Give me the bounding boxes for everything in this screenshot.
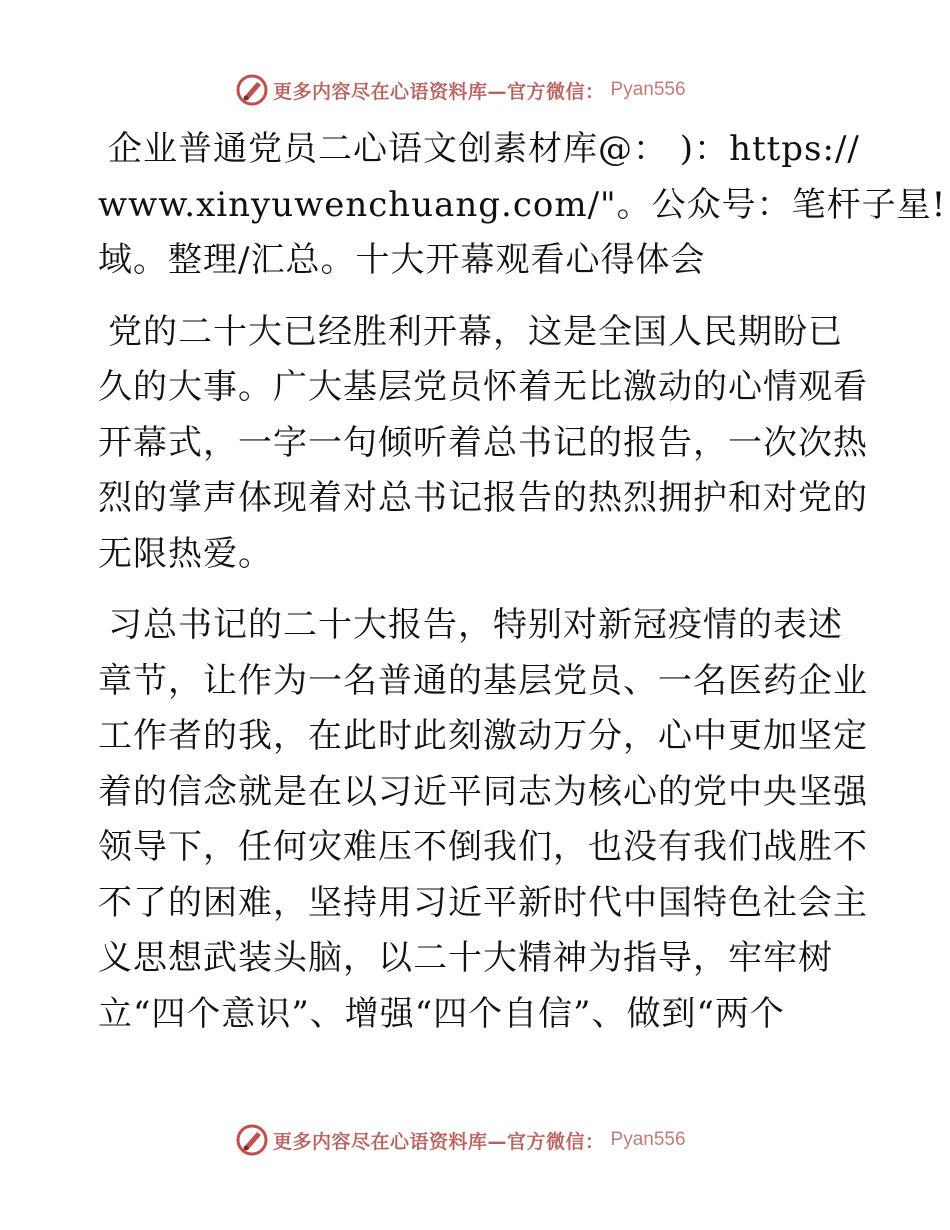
- text-line: 党的二十大已经胜利开幕，这是全国人民期盼已: [108, 311, 843, 352]
- text-line: 领导下，任何灾难压不倒我们，也没有我们战胜不: [98, 827, 868, 867]
- banner-text: 更多内容尽在心语资料库—官方微信：: [273, 80, 605, 103]
- text-line: 企业普通党员二心语文创素材库@： )：https://: [108, 129, 860, 169]
- text-line: 烈的掌声体现着对总书记报告的热烈拥护和对党的: [98, 478, 868, 518]
- paragraph-1: [98, 122, 947, 289]
- text-line: 习总书记的二十大报告，特别对新冠疫情的表述: [108, 605, 843, 645]
- text-line: 工作者的我，在此时此刻激动万分，心中更加坚定: [98, 716, 868, 756]
- header-watermark-banner: [235, 72, 686, 108]
- text-line: 不了的困难，坚持用习近平新时代中国特色社会主: [98, 882, 868, 923]
- text-line: 开幕式，一字一句倾听着总书记的报告，一次次热: [98, 422, 868, 463]
- pen-logo-icon: [235, 73, 269, 107]
- paragraph-2: [98, 305, 868, 583]
- paragraph-3: [98, 598, 868, 1042]
- text-line: 章节，让作为一名普通的基层党员、一名医药企业: [98, 660, 868, 701]
- text-line: 久的大事。广大基层党员怀着无比激动的心情观看: [98, 367, 868, 407]
- banner-wechat-id: Pyan556: [610, 1129, 686, 1150]
- text-line: 域。整理/汇总。十大开幕观看心得体会: [98, 240, 706, 280]
- pen-logo-icon: [235, 1123, 269, 1157]
- text-line: 立“四个意识”、增强“四个自信”、做到“两个: [98, 993, 785, 1034]
- banner-text: 更多内容尽在心语资料库—官方微信：: [273, 1130, 605, 1153]
- text-line: 义思想武装头脑，以二十大精神为指导，牢牢树: [98, 938, 833, 978]
- text-line: 无限热爱。: [98, 533, 273, 574]
- text-line: 着的信念就是在以习近平同志为核心的党中央坚强: [98, 771, 868, 812]
- document-body: [98, 122, 947, 1058]
- text-line: www.xinyuwenchuang.com/"。公众号：笔杆子星!: [98, 184, 947, 225]
- footer-watermark-banner: [235, 1122, 686, 1158]
- banner-wechat-id: Pyan556: [610, 79, 686, 100]
